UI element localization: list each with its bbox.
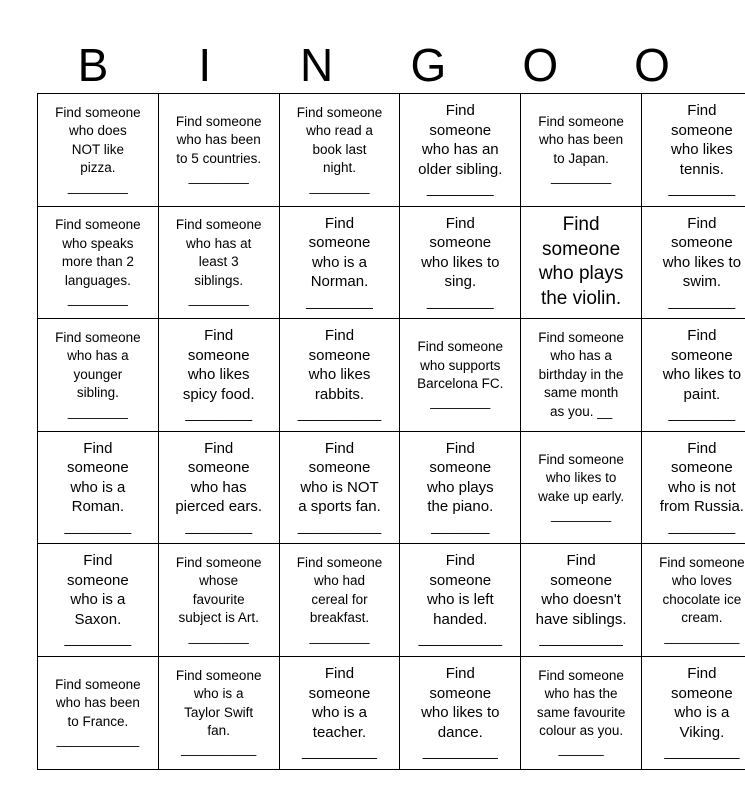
bingo-cell[interactable] xyxy=(400,431,521,544)
bingo-cell-text: Find someone who likes to paint. ________ xyxy=(662,327,742,423)
bingo-cell[interactable] xyxy=(279,206,400,319)
bingo-cell[interactable] xyxy=(641,656,745,769)
header-letter: I xyxy=(198,39,212,91)
bingo-cell-text: Find someone who plays the violin. xyxy=(538,214,624,310)
bingo-cell-text: Find someone who is a Taylor Swift fan. __________ xyxy=(175,667,262,757)
bingo-board xyxy=(37,93,745,770)
bingo-cell-text: Find someone who had cereal for breakfast. ________ xyxy=(296,554,383,644)
bingo-cell-text: Find someone who is a Viking. _________ xyxy=(664,665,740,761)
bingo-cell-text: Find someone who has pierced ears. ________ xyxy=(175,439,263,535)
bingo-cell-text: Find someone who likes to sing. ________ xyxy=(421,214,500,310)
bingo-cell[interactable] xyxy=(158,656,279,769)
bingo-cell[interactable] xyxy=(38,544,159,657)
bingo-cell[interactable] xyxy=(641,544,745,657)
bingo-cell-text: Find someone who doesn't have siblings. __________ xyxy=(535,552,627,648)
bingo-cell[interactable] xyxy=(521,206,642,319)
bingo-row xyxy=(38,544,745,657)
bingo-cell[interactable] xyxy=(38,431,159,544)
bingo-cell[interactable] xyxy=(38,206,159,319)
bingo-cell[interactable] xyxy=(400,206,521,319)
header-letter: B xyxy=(77,39,109,91)
bingo-cell-text: Find someone who is a Norman. ________ xyxy=(306,214,373,310)
bingo-cell-text: Find someone who likes spicy food. ________ xyxy=(182,327,255,423)
bingo-cell[interactable] xyxy=(279,94,400,207)
bingo-cell-text: Find someone who is left handed. __________ xyxy=(418,552,502,648)
bingo-cell[interactable] xyxy=(521,544,642,657)
bingo-cell-text: Find someone who is a teacher. _________ xyxy=(301,665,378,761)
bingo-cell[interactable] xyxy=(521,94,642,207)
bingo-cell[interactable] xyxy=(279,544,400,657)
bingo-cell[interactable] xyxy=(521,656,642,769)
bingo-cell-text: Find someone who loves chocolate ice cream. __________ xyxy=(659,554,745,644)
bingo-cell-text: Find someone who is a Saxon. ________ xyxy=(64,552,132,648)
header-letter: G xyxy=(410,39,447,91)
bingo-cell-text: Find someone who has been to France. ___________ xyxy=(55,676,141,748)
bingo-cell-text: Find someone who is NOT a sports fan. __________ xyxy=(297,439,382,535)
header-letter: N xyxy=(299,39,334,91)
bingo-cell[interactable] xyxy=(641,94,745,207)
bingo-cell[interactable] xyxy=(400,319,521,432)
bingo-cell-text: Find someone who likes to wake up early. ________ xyxy=(538,451,625,523)
bingo-cell[interactable] xyxy=(279,319,400,432)
bingo-row xyxy=(38,94,745,207)
bingo-cell[interactable] xyxy=(279,431,400,544)
bingo-cell-text: Find someone who is not from Russia. ________ xyxy=(659,439,744,535)
bingo-cell[interactable] xyxy=(641,206,745,319)
bingo-cell[interactable] xyxy=(38,319,159,432)
bingo-cell-text: Find someone who has at least 3 siblings. ________ xyxy=(175,217,262,307)
bingo-row xyxy=(38,319,745,432)
header-letter: O xyxy=(522,39,559,91)
bingo-cell-text: Find someone who has the same favourite colour as you. ______ xyxy=(536,667,626,757)
bingo-cell-text: Find someone who has a birthday in the same month as you. __ xyxy=(538,329,624,419)
bingo-cell-text: Find someone who has been to Japan. ________ xyxy=(538,113,624,185)
bingo-cell[interactable] xyxy=(641,431,745,544)
bingo-cell-text: Find someone who likes tennis. ________ xyxy=(668,102,736,198)
bingo-cell[interactable] xyxy=(400,656,521,769)
bingo-cell[interactable] xyxy=(38,656,159,769)
bingo-cell-text: Find someone who read a book last night. ________ xyxy=(296,104,383,194)
bingo-cell-text: Find someone who plays the piano. _______ xyxy=(426,439,494,535)
bingo-header xyxy=(37,38,708,93)
bingo-cell[interactable] xyxy=(400,544,521,657)
bingo-cell-text: Find someone whose favourite subject is Art. ________ xyxy=(175,554,262,644)
bingo-cell-text: Find someone who has been to 5 countries. ________ xyxy=(175,113,262,185)
bingo-cell[interactable] xyxy=(641,319,745,432)
bingo-cell-text: Find someone who has an older sibling. ________ xyxy=(418,102,503,198)
bingo-cell-text: Find someone who does NOT like pizza. ________ xyxy=(55,104,141,194)
bingo-cell-text: Find someone who likes to swim. ________ xyxy=(662,214,742,310)
bingo-cell[interactable] xyxy=(158,206,279,319)
bingo-row xyxy=(38,431,745,544)
bingo-cell-text: Find someone who is a Roman. ________ xyxy=(64,439,132,535)
bingo-cell[interactable] xyxy=(521,319,642,432)
bingo-row xyxy=(38,656,745,769)
bingo-cell[interactable] xyxy=(158,94,279,207)
bingo-row xyxy=(38,206,745,319)
bingo-cell[interactable] xyxy=(158,319,279,432)
bingo-cell-text: Find someone who likes rabbits. __________ xyxy=(297,327,382,423)
bingo-cell-text: Find someone who speaks more than 2 languages. ________ xyxy=(55,217,141,307)
bingo-cell[interactable] xyxy=(400,94,521,207)
bingo-cell[interactable] xyxy=(521,431,642,544)
bingo-cell-text: Find someone who supports Barcelona FC. ________ xyxy=(417,339,504,410)
bingo-cell[interactable] xyxy=(158,431,279,544)
bingo-cell[interactable] xyxy=(158,544,279,657)
bingo-cell-text: Find someone who likes to dance. _________ xyxy=(421,665,500,761)
bingo-cell[interactable] xyxy=(38,94,159,207)
bingo-cell-text: Find someone who has a younger sibling. ________ xyxy=(55,329,141,419)
bingo-cell[interactable] xyxy=(279,656,400,769)
header-letter: O xyxy=(634,39,670,91)
